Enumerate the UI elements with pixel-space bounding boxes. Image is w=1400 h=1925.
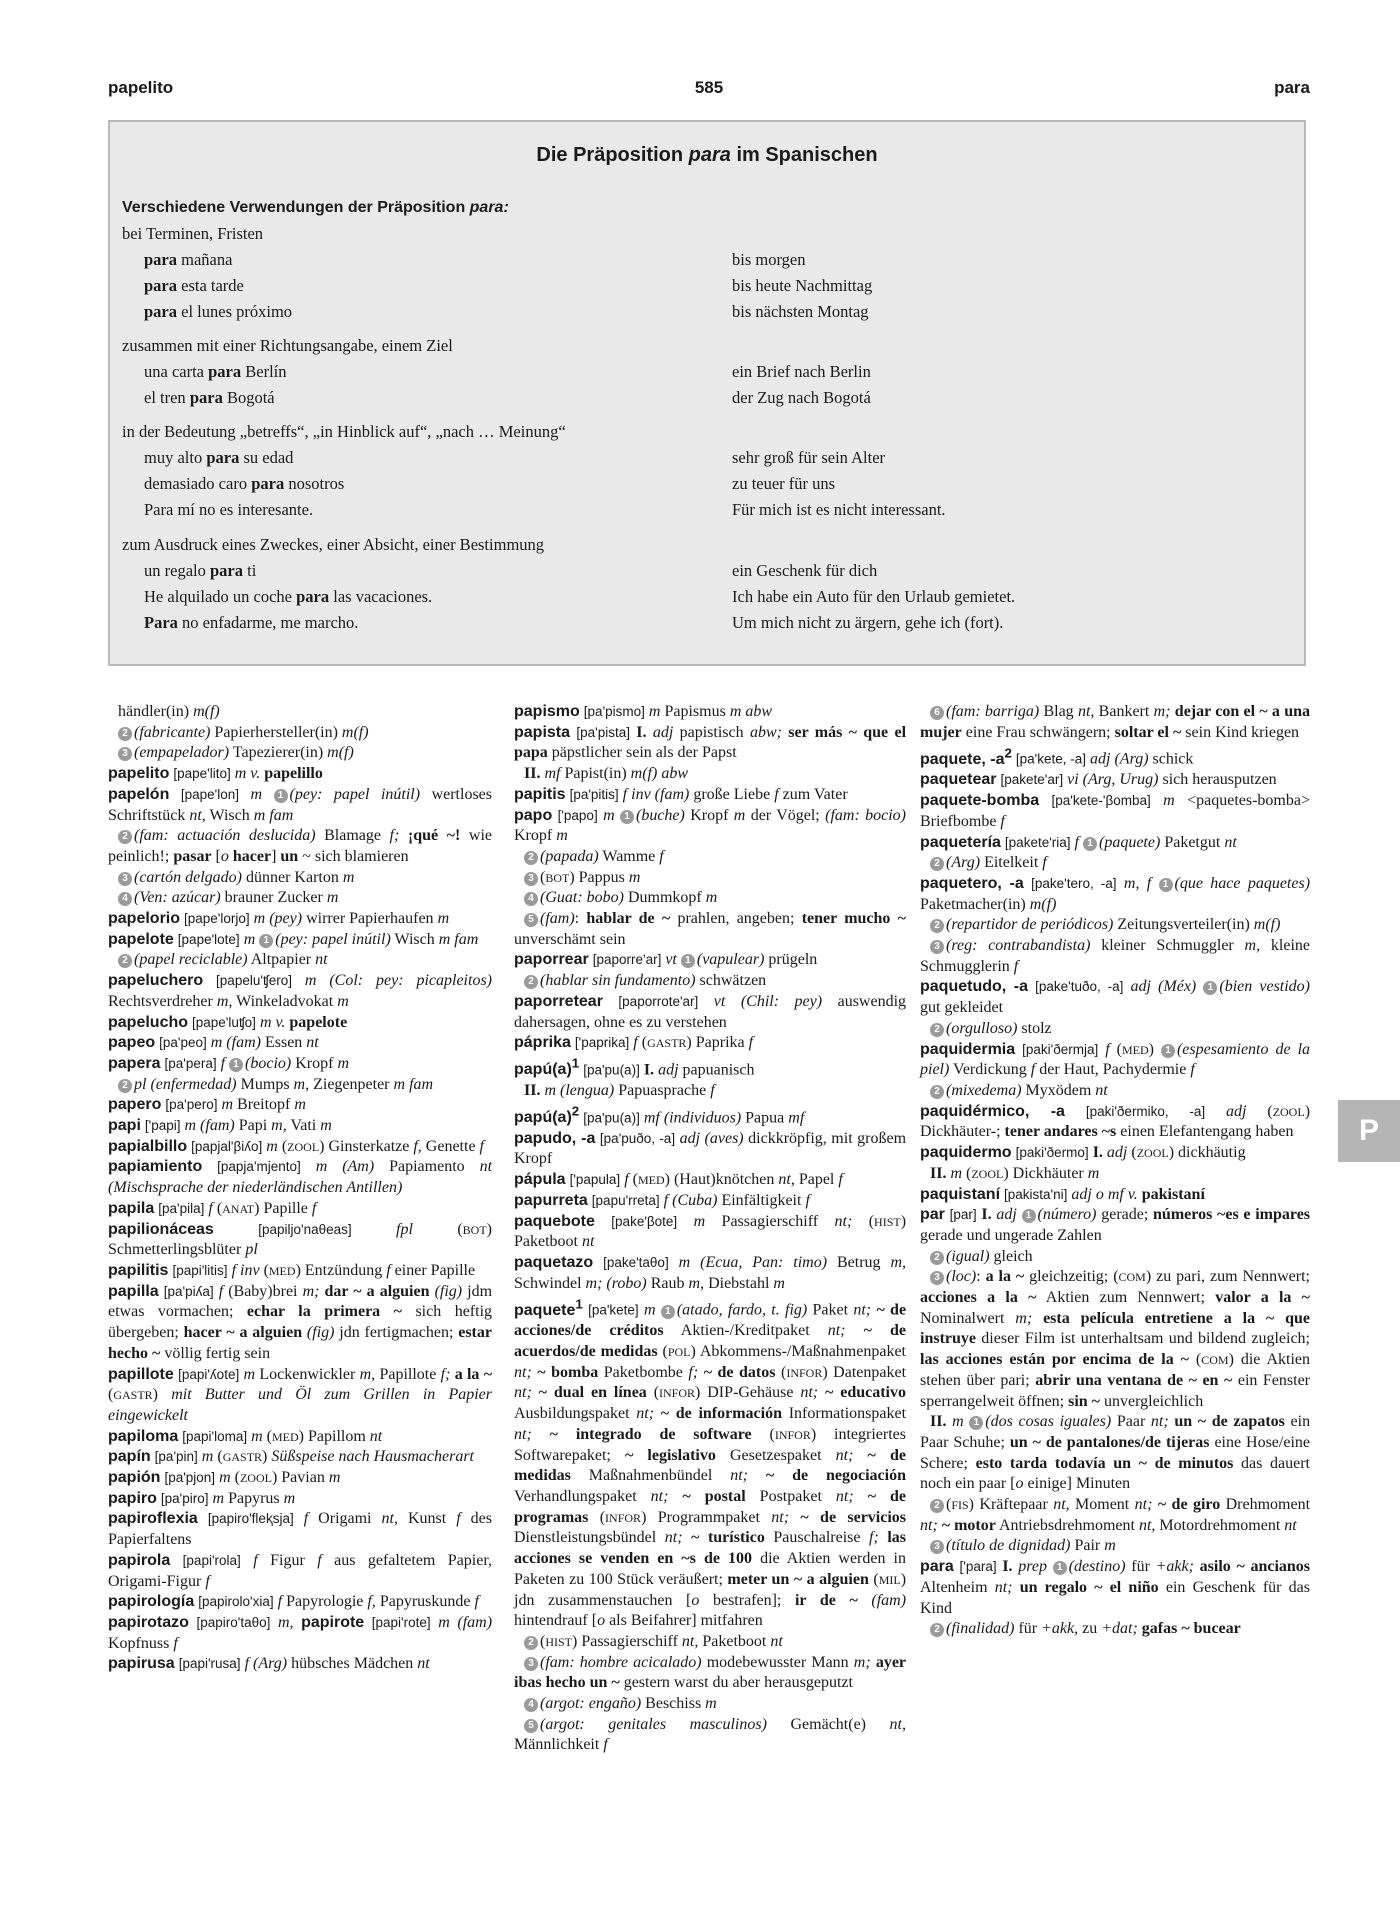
dictionary-entry: paquetería [pakete'ria] f 1 (paquete) Paketgut nt (920, 833, 1237, 851)
entry-sense: 5 (argot: genitales masculinos) Gemächt(e) nt, Männlichkeit f (514, 1715, 906, 1754)
spanish-example: demasiado caro para nosotros (144, 474, 345, 493)
dictionary-entry: papilitis [papi'litis] f inv (MED) Entzündung f einer Papille (108, 1261, 476, 1279)
german-translation: bis heute Nachmittag (732, 276, 873, 295)
dictionary-entry: papiamiento [papja'mjento] m (Am) Papiamento nt (Mischsprache der niederländischen Antillen) (108, 1158, 493, 1197)
dictionary-entry: páprika ['paprika] f (GASTR) Paprika f (514, 1034, 754, 1052)
dictionary-entry: papo ['papo] m 1 (buche) Kropf m der Vögel; (fam: bocio) Kropf m (514, 806, 906, 845)
entry-sense: 2 (papel reciclable) Altpapier nt (108, 950, 492, 971)
entry-sense: 6 (fam: barriga) Blag nt, Bankert m; dejar con el ~ a una mujer eine Frau schwängern; soltar el ~ sein Kind kriegen (920, 703, 1311, 741)
entry-sense: 3 (empapelador) Tapezierer(in) m(f) (108, 743, 492, 764)
dictionary-entry: papera [pa'pera] f 1 (bocio) Kropf m (108, 1054, 350, 1072)
info-box-sections (110, 122, 1304, 664)
entry-sense: 2 (fabricante) Papierhersteller(in) m(f) (108, 723, 492, 744)
dictionary-entry: papista [pa'pista] I. adj papistisch abw; ser más ~ que el papa päpstlicher sein als der Papst (514, 723, 907, 762)
spanish-example: el tren para Bogotá (144, 388, 275, 407)
dictionary-entry: papirusa [papi'rusa] f (Arg) hübsches Mädchen nt (108, 1655, 430, 1673)
dictionary-entry: papitis [pa'pitis] f inv (fam) große Liebe f zum Vater (514, 785, 848, 803)
usage-example-row (122, 445, 1292, 471)
dictionary-entry: paquidermia [paki'ðermja] f (MED) 1 (espesamiento de la piel) Verdickung f der Haut, Pachydermie f (920, 1040, 1311, 1079)
german-translation: bis nächsten Montag (732, 302, 869, 321)
dictionary-entry: papín [pa'pin] m (GASTR) Süßspeise nach Hausmacherart (108, 1448, 474, 1466)
german-translation: ein Geschenk für dich (732, 561, 878, 580)
dictionary-entry: papillote [papi'ʎote] m Lockenwickler m, Papillote f; a la ~ (GASTR) mit Butter und Öl zum Grillen in Papier eingewickelt (108, 1365, 493, 1424)
entry-sense: 2 (finalidad) für +akk, zu +dat; gafas ~ bucear (920, 1619, 1310, 1640)
dictionary-entry: paquetazo [pake'taθo] m (Ecua, Pan: timo) Betrug m, Schwindel m; (robo) Raub m, Diebstahl m (514, 1253, 907, 1292)
entry-sense: 2 (hablar sin fundamento) schwätzen (514, 971, 906, 992)
dictionary-entry: papurreta [papu'rreta] f (Cuba) Einfältigkeit f (514, 1191, 810, 1209)
dictionary-entry: papelón [pape'lon] m 1 (pey: papel inútil) wertloses Schriftstück nt, Wisch m fam (108, 785, 492, 824)
entry-column-2 (514, 702, 906, 1756)
german-translation: Ich habe ein Auto für den Urlaub gemietet. (732, 587, 1016, 606)
entry-sense: 5 (fam): hablar de ~ prahlen, angeben; tener mucho ~ unverschämt sein (514, 910, 907, 948)
dictionary-entry: papialbillo [papjal'βiʎo] m (ZOOL) Ginsterkatze f, Genette f (108, 1137, 484, 1155)
dictionary-entry: papirotazo [papiro'taθo] m, papirote [papi'rote] m (fam) Kopfnuss f (108, 1613, 493, 1652)
entry-sense: 2 (fam: actuación deslucida) Blamage f; ¡qué ~! wie peinlich!; pasar [o hacer] un ~ sich blamieren (108, 827, 493, 865)
entry-sense: 3 (título de dignidad) Pair m (920, 1536, 1310, 1557)
entry-sense: 2 (Arg) Eitelkeit f (920, 853, 1310, 874)
german-translation: bis morgen (732, 250, 806, 269)
usage-example-row (122, 299, 1292, 325)
usage-heading: in der Bedeutung „betreffs“, „in Hinblick auf“, „nach … Meinung“ (122, 422, 566, 441)
header-left-guideword: papelito (108, 78, 174, 97)
dictionary-entry: paquete$^1$ [pa'kete] m 1 (atado, fardo, t. fig) Paket nt; ~ de acciones/de créditos Aktien-/Kreditpaket nt; ~ de acuerdos/de medidas (POL) Abkommens-/Maßnahmenpaket nt; ~ bomba Paketbombe f; ~ de datos (INFOR) Datenpaket nt; ~ dual en línea (INFOR) DIP-Gehäuse nt; ~ educativo Ausbildungspaket nt; ~ de información Informationspaket nt; ~ integrado de software (INFOR) integriertes Softwarepaket; ~ legislativo Gesetzespaket nt; ~ de medidas Maßnahmenbündel nt; ~ de negociación Verhandlungspaket nt; ~ postal Postpaket nt; ~ de programas (INFOR) Programmpaket nt; ~ de servicios Dienstleistungsbündel nt; ~ turístico Pauschalreise f; las acciones se venden en ~s de 100 die Aktien werden in Paketen zu 100 Stück veräußert; meter un ~ a alguien (MIL) jdn zusammenstauchen [o bestrafen]; ir de ~ (fam) hintendrauf [o als Beifahrer] mitfahren (514, 1296, 907, 1630)
usage-example-row (122, 497, 1292, 523)
running-header (108, 78, 1310, 102)
dictionary-entry: paquete, $-a^2$ [pa'kete, -a] adj (Arg) schick (920, 745, 1194, 768)
entry-sense: II. m (ZOOL) Dickhäuter m (930, 1164, 1100, 1182)
entry-sense: II. mf Papist(in) m(f) abw (524, 765, 688, 783)
german-translation: Für mich ist es nicht interessant. (732, 500, 946, 519)
spanish-example: Para no enfadarme, me marcho. (144, 613, 359, 632)
dictionary-entry: papelito [pape'lito] m v. papelillo (108, 765, 323, 783)
entry-sense: 2 pl (enfermedad) Mumps m, Ziegenpeter m fam (108, 1075, 492, 1096)
usage-heading: bei Terminen, Fristen (122, 224, 264, 243)
dictionary-entry: paquetudo, -a [pake'tuðo, -a] adj (Méx) 1 (bien vestido) gut gekleidet (920, 978, 1311, 1017)
entry-sense: 3 (cartón delgado) dünner Karton m (108, 868, 492, 889)
spanish-example: Para mí no es interesante. (144, 500, 314, 519)
entry-sense: 2 (papada) Wamme f (514, 847, 906, 868)
dictionary-entry: papudo, -a [pa'puðo, -a] adj (aves) dickkröpfig, mit großem Kropf (514, 1129, 907, 1168)
dictionary-entry: $papú(a)^2$ [pa'pu(a)] mf (individuos) Papua mf (514, 1103, 805, 1127)
entry-sense: 4 (Guat: bobo) Dummkopf m (514, 888, 906, 909)
dictionary-entry: papiloma [papi'loma] m (MED) Papillom nt (108, 1427, 383, 1445)
entry-sense: 4 (Ven: azúcar) brauner Zucker m (108, 888, 492, 909)
entry-column-1 (108, 702, 492, 1675)
dictionary-entry: papelucho [pape'luʧo] m v. papelote (108, 1013, 348, 1031)
dictionary-entry: papi ['papi] m (fam) Papi m, Vati m (108, 1117, 332, 1135)
dictionary-entry: paquete-bomba [pa'kete-'βomba] m <paquetes-bomba> Briefbombe f (920, 792, 1310, 830)
entry-sense: 4 (argot: engaño) Beschiss m (514, 1694, 906, 1715)
spanish-example: He alquilado un coche para las vacaciones. (144, 587, 433, 606)
usage-section (122, 221, 1292, 325)
dictionary-entry: papelorio [pape'lorjo] m (pey) wirrer Papierhaufen m (108, 910, 450, 928)
dictionary-entry: papismo [pa'pismo] m Papismus m abw (514, 703, 773, 720)
german-translation: sehr groß für sein Alter (732, 448, 886, 467)
usage-example-row (122, 584, 1292, 610)
entry-sense: 2 (orgulloso) stolz (920, 1019, 1310, 1040)
usage-example-row (122, 359, 1292, 385)
dictionary-entry: paquidérmico, -a [paki'ðermiko, -a] adj (ZOOL) Dickhäuter-; tener andares ~s einen Elefantengang haben (920, 1102, 1311, 1141)
dictionary-entry: papeo [pa'peo] m (fam) Essen nt (108, 1034, 319, 1052)
dictionary-entry: pápula ['papula] f (MED) (Haut)knötchen nt, Papel f (514, 1171, 843, 1189)
dictionary-entry: papilionáceas [papiljo'naθeas] fpl (BOT) Schmetterlingsblüter pl (108, 1220, 492, 1259)
usage-section (122, 333, 1292, 411)
dictionary-entry: papila [pa'pila] f (ANAT) Papille f (108, 1199, 317, 1217)
usage-example-row (122, 610, 1292, 636)
dictionary-entry: papero [pa'pero] m Breitopf m (108, 1096, 306, 1114)
spanish-example: para esta tarde (144, 276, 244, 295)
german-translation: Um mich nicht zu ärgern, gehe ich (fort). (732, 613, 1004, 632)
entry-sense: 3 (reg: contrabandista) kleiner Schmuggler m, kleine Schmugglerin f (920, 937, 1310, 975)
german-translation: ein Brief nach Berlin (732, 362, 871, 381)
dictionary-entry: paquidermo [paki'ðermo] I. adj (ZOOL) dickhäutig (920, 1144, 1246, 1162)
entry-column-3 (920, 702, 1310, 1640)
dictionary-entry: papeluchero [papelu'ʧero] m (Col: pey: picapleitos) Rechtsverdreher m, Winkeladvokat m (108, 972, 492, 1010)
entry-sense: 2 (igual) gleich (920, 1247, 1310, 1268)
entry-sense: 2 (mixedema) Myxödem nt (920, 1081, 1310, 1102)
german-translation: der Zug nach Bogotá (732, 388, 871, 407)
german-translation: zu teuer für uns (732, 474, 836, 493)
entry-sense: 2 (repartidor de periódicos) Zeitungsverteiler(in) m(f) (920, 915, 1310, 936)
spanish-example: un regalo para ti (144, 561, 257, 580)
usage-example-row (122, 471, 1292, 497)
entry-sense: 2 (FIS) Kräftepaar nt, Moment nt; ~ de giro Drehmoment nt; ~ motor Antriebsdrehmoment nt, Motordrehmoment nt (920, 1496, 1311, 1534)
header-right-guideword: para (1274, 78, 1310, 97)
spanish-example: una carta para Berlín (144, 362, 287, 381)
usage-section (122, 419, 1292, 523)
entry-sense: 3 (fam: hombre acicalado) modebewusster Mann m; ayer ibas hecho un ~ gestern warst du aber herausgeputzt (514, 1653, 907, 1692)
spanish-example: para el lunes próximo (144, 302, 293, 321)
info-box-title: Die Präposition para im Spanischen (536, 144, 878, 166)
dictionary-entry: papirola [papi'rola] f Figur f aus gefaltetem Papier, Origami-Figur f (108, 1551, 493, 1590)
dictionary-entry: papiro [pa'piro] m Papyrus m (108, 1489, 296, 1507)
dictionary-entry: par [par] I. adj 1 (número) gerade; números ~es e impares gerade und ungerade Zahlen (920, 1206, 1311, 1244)
entry-sense: 3 (BOT) Pappus m (514, 868, 906, 889)
page-number: 585 (694, 78, 724, 97)
dictionary-entry: paporretear [paporrote'ar] vt (Chil: pey) auswendig dahersagen, ohne es zu verstehen (514, 992, 907, 1031)
dictionary-entry: paquebote [pake'βote] m Passagierschiff nt; (HIST) Paketboot nt (514, 1212, 907, 1251)
dictionary-entry: $papú(a)^1$ [pa'pu(a)] I. adj papuanisch (514, 1055, 755, 1079)
dictionary-entry: papelote [pape'lote] m 1 (pey: papel inútil) Wisch m fam (108, 930, 479, 948)
dictionary-entry: paquistaní [pakista'ni] adj o mf v. pakistaní (920, 1185, 1205, 1203)
dictionary-entry: papilla [pa'piʎa] f (Baby)brei m; dar ~ a alguien (fig) jdm etwas vormachen; echar la primera ~ sich heftig übergeben; hacer ~ a alguien (fig) jdn fertigmachen; estar hecho ~ völlig fertig sein (108, 1282, 493, 1362)
entry-sense: händler(in) m(f) (118, 703, 220, 720)
usage-heading: zusammen mit einer Richtungsangabe, einem Ziel (122, 336, 453, 355)
usage-example-row (122, 558, 1292, 584)
usage-section (122, 532, 1292, 636)
info-box-subtitle: Verschiedene Verwendungen der Präposition para: (122, 199, 509, 216)
usage-example-row (122, 385, 1292, 411)
entry-sense: 2 (HIST) Passagierschiff nt, Paketboot nt (514, 1632, 906, 1653)
dictionary-entry: paquetero, -a [pake'tero, -a] m, f 1 (que hace paquetes) Paketmacher(in) m(f) (920, 874, 1311, 913)
spanish-example: muy alto para su edad (144, 448, 294, 467)
dictionary-entry: para ['para] I. prep 1 (destino) für +akk; asilo ~ ancianos Altenheim nt; un regalo ~ el niño ein Geschenk für das Kind (920, 1558, 1311, 1617)
entry-sense: 3 (loc): a la ~ gleichzeitig; (COM) zu pari, zum Nennwert; acciones a la ~ Aktien zum Nennwert; valor a la ~ Nominalwert m; esta película entretiene a la ~ que instruye dieser Film ist unterhaltsam und bildend zugleich; las acciones están por encima de la ~ (COM) die Aktien stehen über pari; abrir una ventana de ~ en ~ ein Fenster sperrangelweit öffnen; sin ~ unvergleichlich (920, 1268, 1311, 1410)
entry-sense: II. m 1 (dos cosas iguales) Paar nt; un ~ de zapatos ein Paar Schuhe; un ~ de pantalones/de tijeras eine Hose/eine Schere; esto tarda todavía un ~ de minutos das dauert noch ein paar [o einige] Minuten (920, 1413, 1311, 1493)
dictionary-entry: papión [pa'pjon] m (ZOOL) Pavian m (108, 1469, 341, 1487)
thumb-index-tab: P (1338, 1100, 1400, 1162)
spanish-example: para mañana (144, 250, 233, 269)
usage-example-row (122, 273, 1292, 299)
dictionary-entry: paporrear [paporre'ar] vt 1 (vapulear) prügeln (514, 951, 818, 969)
dictionary-entry: paquetear [pakete'ar] vi (Arg, Urug) sich herausputzen (920, 771, 1277, 789)
usage-heading: zum Ausdruck eines Zweckes, einer Absicht, einer Bestimmung (122, 535, 545, 554)
entry-sense: II. m (lengua) Papuasprache f (524, 1081, 715, 1099)
usage-example-row (122, 247, 1292, 273)
dictionary-entry: papirología [papirolo'xia] f Papyrologie f, Papyruskunde f (108, 1593, 479, 1611)
dictionary-entry: papiroflexia [papiro'fleⱪsja] f Origami nt, Kunst f des Papierfaltens (108, 1510, 493, 1549)
info-box-para (108, 120, 1306, 666)
